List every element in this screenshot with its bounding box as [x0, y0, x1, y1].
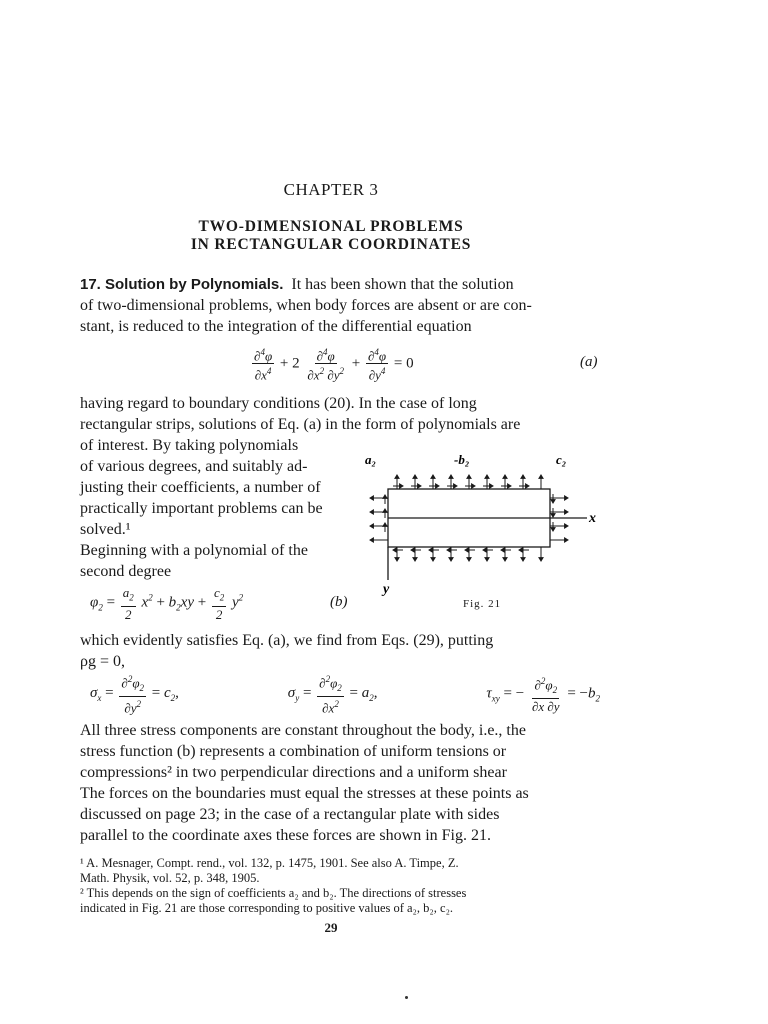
bottom-shear-arrow-head	[519, 548, 522, 552]
left-col-line: of interest. By taking polynomials	[80, 437, 299, 454]
chapter-number: CHAPTER 3	[283, 180, 379, 199]
para1-line: It has been shown that the solution	[291, 276, 514, 293]
top-normal-arrow-head	[539, 475, 543, 478]
left-column-text	[80, 435, 356, 582]
top-shear-arrow-head	[508, 484, 511, 488]
bottom-shear-arrow-head	[483, 548, 486, 552]
left-shear-arrow-head	[383, 509, 387, 512]
sigma-x-equation: $\sigma_x$ = $\frac{\partial^2\varphi_2}{\partial y^2}$ = $c_2$,	[90, 674, 179, 716]
label-c2: c₂	[556, 452, 567, 467]
para1-line: stant, is reduced to the integration of the differential equation	[80, 318, 472, 335]
paragraph-3	[80, 630, 602, 672]
left-shear-arrow-head	[383, 523, 387, 526]
bottom-shear-arrow-head	[447, 548, 450, 552]
page-number: 29	[324, 920, 338, 935]
footnote-line: ² This depends on the sign of coefficients a₂ and b₂. The directions of stresses	[80, 886, 467, 900]
footnote-line: indicated in Fig. 21 are those corresponding to positive values of a₂, b₂, c₂.	[80, 901, 454, 915]
figure-21	[355, 448, 605, 598]
left-col-line: second degree	[80, 563, 172, 580]
top-normal-arrow-head	[413, 475, 417, 478]
paragraph-2	[80, 393, 602, 435]
bottom-shear-arrow-head	[411, 548, 414, 552]
top-shear-arrow-head	[436, 484, 439, 488]
footnote-line: ¹ A. Mesnager, Compt. rend., vol. 132, p. 1475, 1901. See also A. Timpe, Z.	[80, 856, 459, 870]
equation-b: $\varphi_2$ = $\frac{a_2}{2}$ $x^2 + b_2xy$ + $\frac{c_2}{2}$ $y^2$	[90, 585, 244, 622]
right-shear-arrow-head	[551, 528, 555, 531]
sigma-y-equation: $\sigma_y$ = $\frac{\partial^2\varphi_2}{\partial x^2}$ = $a_2$,	[287, 674, 378, 716]
bottom-normal-arrow-head	[431, 558, 435, 561]
top-normal-arrow-head	[467, 475, 471, 478]
bottom-shear-arrow-head	[429, 548, 432, 552]
label-x: x	[589, 511, 596, 526]
para4-line: discussed on page 23; in the case of a rectangular plate with sides	[80, 806, 500, 823]
top-normal-arrow-head	[485, 475, 489, 478]
top-shear-arrow-head	[418, 484, 421, 488]
left-col-line: solved.¹	[80, 521, 131, 538]
footnote-line: Math. Physik, vol. 52, p. 348, 1905.	[80, 871, 260, 885]
left-col-line: justing their coefficients, a number of	[80, 479, 321, 496]
chapter-title-line-1: TWO-DIMENSIONAL PROBLEMS	[198, 218, 464, 235]
para2-line: having regard to boundary conditions (20). In the case of long	[80, 395, 477, 412]
left-normal-arrow-head	[370, 510, 373, 514]
bottom-normal-arrow-head	[539, 558, 543, 561]
bottom-normal-arrow-head	[467, 558, 471, 561]
top-normal-arrow-head	[431, 475, 435, 478]
right-normal-arrow-head	[565, 524, 568, 528]
right-normal-arrow-head	[565, 496, 568, 500]
top-normal-arrow-head	[395, 475, 399, 478]
label-a2: a₂	[365, 452, 377, 467]
left-shear-arrow-head	[383, 495, 387, 498]
left-normal-arrow-head	[370, 538, 373, 542]
bottom-normal-arrow-head	[449, 558, 453, 561]
left-normal-arrow-head	[370, 524, 373, 528]
para4-line: The forces on the boundaries must equal the stresses at these points as	[80, 785, 529, 802]
para4-line: stress function (b) represents a combination of uniform tensions or	[80, 743, 507, 760]
footnotes	[80, 856, 608, 916]
figure-caption: Fig. 21	[463, 598, 502, 610]
bottom-normal-arrow-head	[395, 558, 399, 561]
tau-xy-equation: $\tau_{xy}$ = − $\frac{\partial^2\varphi_2}{\partial x \partial y}$ = $-b_2$	[486, 675, 600, 714]
equation-b-label: (b)	[330, 594, 348, 610]
top-shear-arrow-head	[454, 484, 457, 488]
para4-line: All three stress components are constant throughout the body, i.e., the	[80, 722, 526, 739]
para4-line: compressions² in two perpendicular directions and a uniform shear	[80, 764, 507, 781]
right-normal-arrow-head	[565, 538, 568, 542]
para3-line: which evidently satisfies Eq. (a), we find from Eqs. (29), putting	[80, 632, 494, 649]
equation-a: $\frac{\partial^4\varphi}{\partial x^4}$ + 2 $\frac{\partial^4\varphi}{\partial x^2 \partial y^2}$ + $\frac{\partial^4\varphi}{\partial y^4}$ = 0	[254, 347, 414, 383]
para2-line: rectangular strips, solutions of Eq. (a) in the form of polynomials are	[80, 416, 521, 433]
label-y: y	[383, 582, 390, 597]
bottom-normal-arrow-head	[521, 558, 525, 561]
chapter-title-line-2: IN RECTANGULAR COORDINATES	[190, 236, 472, 253]
left-col-line: Beginning with a polynomial of the	[80, 542, 308, 559]
bottom-shear-arrow-head	[465, 548, 468, 552]
section-heading: 17. Solution by Polynomials.	[80, 276, 284, 293]
scan-speck	[405, 996, 408, 999]
right-normal-arrow-head	[565, 510, 568, 514]
top-normal-arrow-head	[503, 475, 507, 478]
para4-line: parallel to the coordinate axes these forces are shown in Fig. 21.	[80, 827, 491, 844]
stress-equations	[90, 672, 600, 715]
top-shear-arrow-head	[490, 484, 493, 488]
intro-paragraph	[80, 274, 602, 337]
right-shear-arrow-head	[551, 514, 555, 517]
bottom-normal-arrow-head	[485, 558, 489, 561]
bottom-shear-arrow-head	[501, 548, 504, 552]
left-col-line: of various degrees, and suitably ad-	[80, 458, 308, 475]
paragraph-4	[80, 720, 602, 846]
equation-a-label: (a)	[580, 354, 598, 370]
para1-line: of two-dimensional problems, when body forces are absent or are con-	[80, 297, 532, 314]
top-shear-arrow-head	[400, 484, 403, 488]
bottom-shear-arrow-head	[393, 548, 396, 552]
bottom-normal-arrow-head	[413, 558, 417, 561]
left-col-line: practically important problems can be	[80, 500, 323, 517]
bottom-normal-arrow-head	[503, 558, 507, 561]
label-b2: -b₂	[454, 452, 470, 467]
right-shear-arrow-head	[551, 500, 555, 503]
top-normal-arrow-head	[521, 475, 525, 478]
top-shear-arrow-head	[472, 484, 475, 488]
top-shear-arrow-head	[526, 484, 529, 488]
left-normal-arrow-head	[370, 496, 373, 500]
top-normal-arrow-head	[449, 475, 453, 478]
para3-line: ρg = 0,	[80, 653, 126, 670]
